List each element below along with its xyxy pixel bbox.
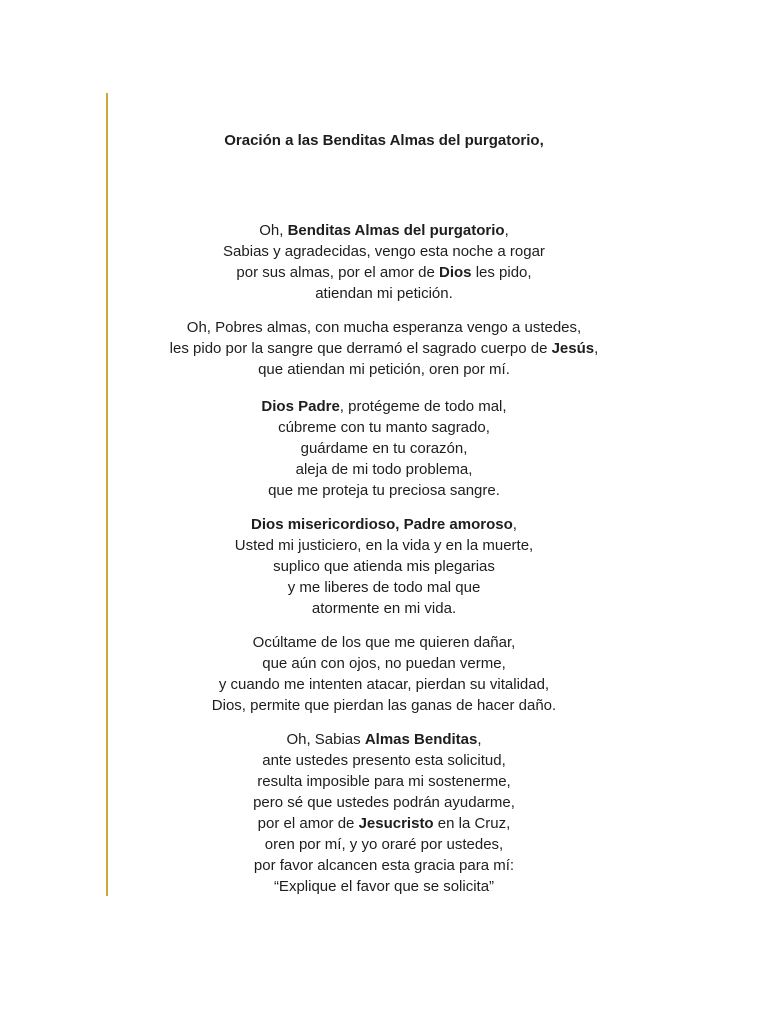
stanza-4 [0, 514, 768, 619]
text-run: ante ustedes presento esta solicitud, [262, 752, 506, 769]
verse-line [0, 417, 768, 438]
bold-text: Benditas Almas del purgatorio [287, 222, 505, 239]
verse-line [0, 459, 768, 480]
verse-line [0, 834, 768, 855]
text-run: suplico que atienda mis plegarias [273, 558, 495, 575]
text-run: pero sé que ustedes podrán ayudarme, [253, 794, 515, 811]
text-run: que me proteja tu preciosa sangre. [268, 482, 500, 499]
verse-line [0, 876, 768, 897]
verse-line [0, 514, 768, 535]
bold-text: Dios Padre [261, 398, 340, 415]
verse-line [0, 653, 768, 674]
text-run: oren por mí, y yo oraré por ustedes, [264, 836, 504, 853]
verse-line [0, 317, 768, 338]
bold-text: Dios [439, 264, 472, 281]
verse-line [0, 771, 768, 792]
text-run: , [504, 222, 509, 239]
text-run: les pido, [471, 264, 532, 281]
text-run: atormente en mi vida. [311, 600, 457, 617]
verse-line [0, 438, 768, 459]
bold-text: Almas Benditas [364, 731, 478, 748]
text-run: por sus almas, por el amor de [236, 264, 440, 281]
stanza-6 [0, 729, 768, 897]
text-run: Ocúltame de los que me quieren dañar, [252, 634, 516, 651]
text-run: , [512, 516, 517, 533]
verse-line [0, 729, 768, 750]
stanza-1 [0, 220, 768, 304]
verse-line [0, 262, 768, 283]
verse-line [0, 695, 768, 716]
verse-line [0, 556, 768, 577]
text-run: Dios, permite que pierdan las ganas de hacer daño. [211, 697, 557, 714]
text-run: y me liberes de todo mal que [287, 579, 481, 596]
verse-line [0, 220, 768, 241]
text-run: Sabias y agradecidas, vengo esta noche a rogar [223, 243, 545, 260]
verse-line [0, 480, 768, 501]
verse-line [0, 855, 768, 876]
text-run: atiendan mi petición. [315, 285, 453, 302]
text-run: por favor alcancen esta gracia para mí: [253, 857, 515, 874]
text-run: , protégeme de todo mal, [339, 398, 507, 415]
text-run: Oh, Pobres almas, con mucha esperanza vengo a ustedes, [186, 319, 582, 336]
bold-text: Jesús [551, 340, 595, 357]
verse-line [0, 792, 768, 813]
bold-text: Jesucristo [358, 815, 434, 832]
text-run: guárdame en tu corazón, [300, 440, 468, 457]
verse-line [0, 632, 768, 653]
text-run: cúbreme con tu manto sagrado, [278, 419, 490, 436]
text-run: resulta imposible para mi sostenerme, [257, 773, 511, 790]
verse-line [0, 674, 768, 695]
text-run: les pido por la sangre que derramó el sagrado cuerpo de [169, 340, 552, 357]
text-run: “Explique el favor que se solicita” [273, 878, 495, 895]
verse-line [0, 813, 768, 834]
text-run: que aún con ojos, no puedan verme, [262, 655, 506, 672]
verse-line [0, 338, 768, 359]
verse-line [0, 577, 768, 598]
text-run: Usted mi justiciero, en la vida y en la muerte, [234, 537, 534, 554]
verse-line [0, 241, 768, 262]
text-run: que atiendan mi petición, oren por mí. [258, 361, 510, 378]
verse-line [0, 750, 768, 771]
text-run: y cuando me intenten atacar, pierdan su vitalidad, [218, 676, 550, 693]
text-run: aleja de mi todo problema, [295, 461, 473, 478]
text-run: en la Cruz, [433, 815, 511, 832]
bold-text: Dios misericordioso, Padre amoroso [251, 516, 513, 533]
prayer-title: Oración a las Benditas Almas del purgatorio, [224, 132, 544, 149]
stanza-5 [0, 632, 768, 716]
verse-line [0, 283, 768, 304]
text-run: , [477, 731, 482, 748]
text-run: Oh, Sabias [286, 731, 365, 748]
text-run: por el amor de [257, 815, 359, 832]
stanza-3 [0, 396, 768, 501]
verse-line [0, 598, 768, 619]
text-run: , [594, 340, 599, 357]
text-run: Oh, [259, 222, 288, 239]
verse-line [0, 535, 768, 556]
verse-line [0, 396, 768, 417]
verse-line [0, 359, 768, 380]
stanza-2 [0, 317, 768, 380]
